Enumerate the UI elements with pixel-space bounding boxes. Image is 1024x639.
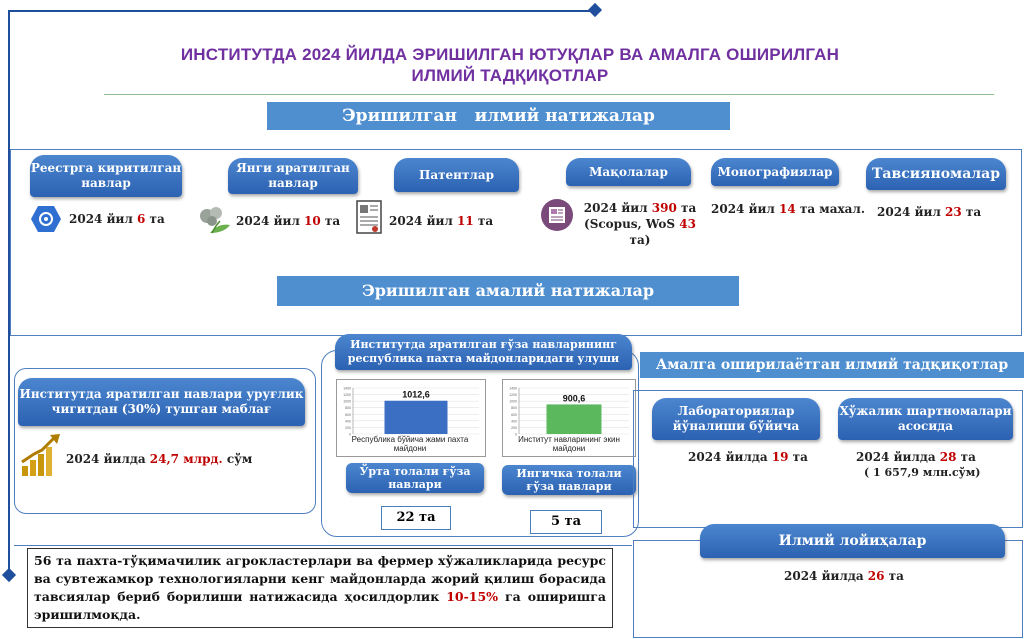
y-tick-label: 600 (511, 412, 517, 417)
scientific-results-heading: Эришилган илмий натижалар (267, 102, 730, 130)
monographs-stat: 2024 йил 14 та махал. (711, 202, 866, 216)
patents-value: 11 (457, 214, 474, 228)
fine-fiber-count: 5 та (530, 510, 602, 534)
share-heading: Институтда яратилган ғўза навларининг республика пахта майдонларидаги улуши (335, 334, 632, 370)
monographs-value: 14 (779, 202, 796, 216)
funds-stat: 2024 йилда 24,7 млрд. сўм (66, 452, 253, 466)
certificate-icon (356, 200, 382, 234)
frame-top-line (8, 10, 596, 12)
frame-diamond-top (588, 3, 602, 17)
bar-data-label: 1012,6 (402, 389, 430, 400)
laboratories-stat: 2024 йилда 19 та (688, 450, 808, 464)
summary-box (27, 548, 613, 628)
y-tick-label: 800 (345, 406, 351, 411)
projects-stat: 2024 йилда 26 та (784, 569, 904, 583)
new-varieties-stat: 2024 йил 10 та (236, 214, 341, 228)
research-heading: Амалга оширилаётган илмий тадқиқотлар (640, 352, 1024, 378)
bar-data-label: 900,6 (562, 393, 586, 404)
summary-highlight: 10-15% (446, 589, 499, 604)
articles-label: Мақолалар (566, 158, 691, 186)
registry-varieties-stat: 2024 йил 6 та (69, 212, 165, 226)
plant-icon (198, 205, 234, 237)
projects-value: 26 (867, 569, 885, 583)
new-varieties-value: 10 (304, 214, 321, 228)
projects-label: Илмий лойиҳалар (700, 524, 1005, 558)
y-tick-label: 200 (511, 425, 517, 430)
contracts-label: Хўжалик шартномалари асосида (838, 398, 1013, 440)
practical-results-heading: Эришилган амалий натижалар (277, 276, 739, 306)
article-icon (540, 198, 574, 232)
y-tick-label: 0 (515, 432, 517, 437)
registry-varieties-label: Реестрга киритилган навлар (30, 155, 182, 197)
recommendations-label: Тавсияномалар (866, 158, 1006, 190)
y-tick-label: 1400 (509, 386, 517, 391)
medium-fiber-label: Ўрта толали ғўза навлари (346, 463, 484, 493)
bar (547, 404, 602, 434)
summary-text-after: га оширишга эришилмоқда. (34, 589, 606, 622)
y-tick-label: 1200 (343, 393, 351, 398)
title-divider (104, 94, 994, 95)
page-title (150, 44, 870, 86)
y-tick-label: 1400 (343, 386, 351, 391)
hexagon-icon (30, 205, 62, 233)
articles-value: 390 (651, 201, 677, 215)
laboratories-value: 19 (771, 450, 789, 464)
y-tick-label: 1000 (509, 399, 517, 404)
fine-fiber-label: Ингичка толали ғўза навлари (502, 465, 636, 495)
patents-stat: 2024 йил 11 та (389, 214, 494, 228)
summary-text-before: 56 та пахта-тўқимачилик агрокластерлари ва фермер хўжаликларида ресурс ва сувтежамкор технологияларни кенг майдонларда жорий қилиш борасида тавсиялар бериб борилиши натижасида ҳосилдорлик (34, 553, 606, 604)
new-varieties-label: Янги яратилган навлар (228, 158, 358, 194)
funds-label: Институтда яратилган навлари уруғлик чигитдан (30%) тушган маблағ (18, 378, 305, 426)
monographs-label: Монографиялар (711, 158, 839, 186)
frame-diamond-bottom (2, 568, 16, 582)
laboratories-label: Лабораториялар йўналиши бўйича (652, 398, 820, 440)
institute-area-category-label: Институт навларининг экин майдони (518, 435, 620, 453)
page-title-line2: ИЛМИЙ ТАДҚИҚОТЛАР (411, 66, 609, 85)
y-tick-label: 1000 (343, 399, 351, 404)
y-tick-label: 1200 (509, 393, 517, 398)
y-tick-label: 400 (345, 419, 351, 424)
y-tick-label: 200 (345, 425, 351, 430)
total-area-category-label: Республика бўйича жами пахта майдони (351, 435, 469, 453)
patents-label: Патентлар (394, 158, 519, 192)
articles-stat: 2024 йил 390 та (Scopus, WoS 43 та) (583, 201, 697, 247)
growth-chart-icon (20, 432, 62, 478)
recommendations-stat: 2024 йил 23 та (877, 205, 982, 219)
y-tick-label: 600 (345, 412, 351, 417)
contracts-value: 28 (939, 450, 957, 464)
funds-value: 24,7 млрд. (149, 452, 223, 466)
recommendations-value: 23 (945, 205, 962, 219)
y-tick-label: 0 (349, 432, 351, 437)
y-tick-label: 800 (511, 406, 517, 411)
bottom-divider (14, 545, 632, 546)
page-title-line1: ИНСТИТУТДА 2024 ЙИЛДА ЭРИШИЛГАН ЮТУҚЛАР ВА АМАЛГА ОШИРИЛГАН (180, 45, 840, 64)
registry-varieties-value: 6 (137, 212, 146, 226)
bar (385, 401, 448, 434)
y-tick-label: 400 (511, 419, 517, 424)
contracts-amount: ( 1 657,9 млн.сўм) (864, 466, 981, 479)
articles-scopus-value: 43 (679, 217, 696, 231)
contracts-stat: 2024 йилда 28 та (856, 450, 976, 464)
medium-fiber-count: 22 та (381, 506, 451, 530)
